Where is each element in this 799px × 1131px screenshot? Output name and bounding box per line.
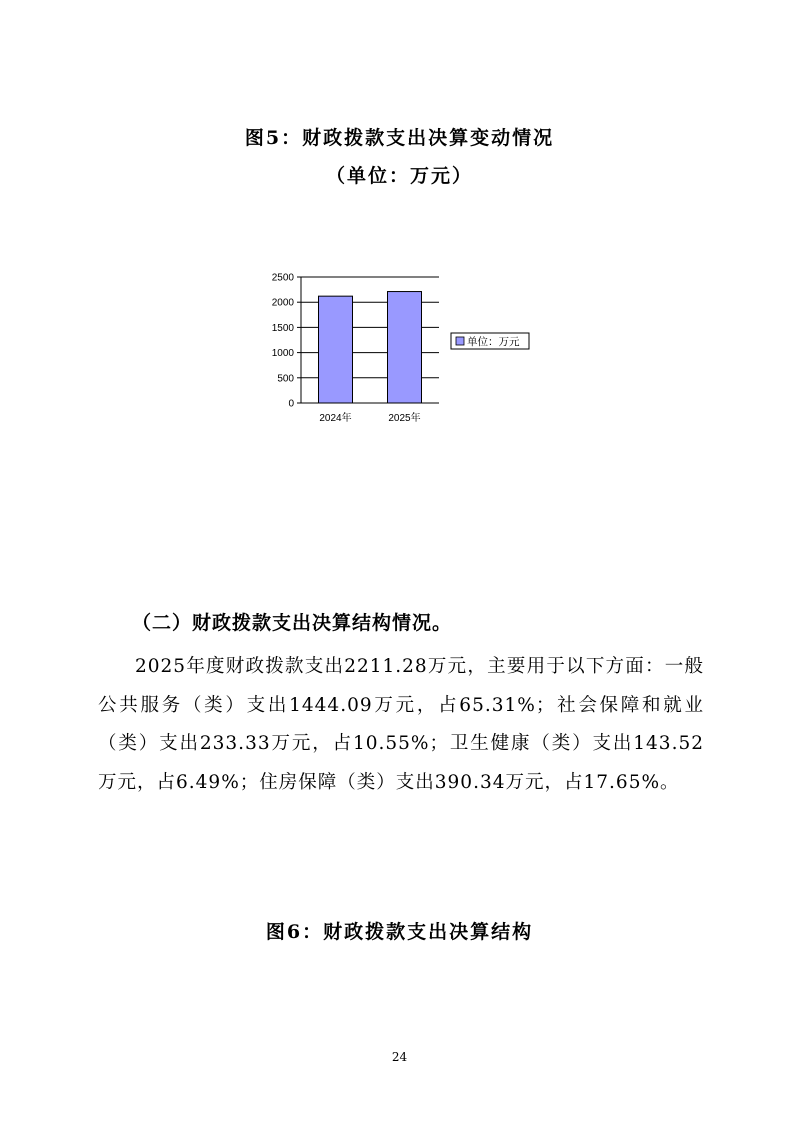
- figure6-title: 图6：财政拨款支出决算结构: [265, 921, 534, 943]
- x-tick-label: 2025年: [388, 413, 421, 424]
- page-number: 24: [391, 1050, 408, 1064]
- bar-2: [388, 292, 422, 403]
- legend-swatch: [456, 337, 464, 345]
- bar-1: [319, 296, 353, 403]
- legend-label: 单位：万元: [467, 336, 520, 348]
- x-tick-label: 2024年: [319, 413, 352, 424]
- y-tick-label: 2500: [271, 272, 294, 284]
- expenditure-change-bar-chart: [255, 265, 555, 435]
- section-heading: （二）财政拨款支出决算结构情况。: [132, 612, 453, 634]
- y-tick-label: 0: [288, 398, 294, 410]
- body-paragraph: 2025年度财政拨款支出2211.28万元，主要用于以下方面：一般公共服务（类）支出1444.09万元，占65.31%；社会保障和就业（类）支出233.33万元，占10.55%；卫生健康（类）支出143.52万元，占6.49%；住房保障（类）支出390.34万元，占17.65%。: [98, 656, 704, 793]
- figure5-unit: （单位：万元）: [325, 165, 473, 187]
- y-tick-label: 500: [277, 373, 294, 385]
- y-tick-label: 1500: [271, 322, 294, 334]
- y-tick-label: 2000: [271, 297, 294, 309]
- y-tick-label: 1000: [271, 348, 294, 360]
- figure5-title: 图5：财政拨款支出决算变动情况: [244, 127, 555, 149]
